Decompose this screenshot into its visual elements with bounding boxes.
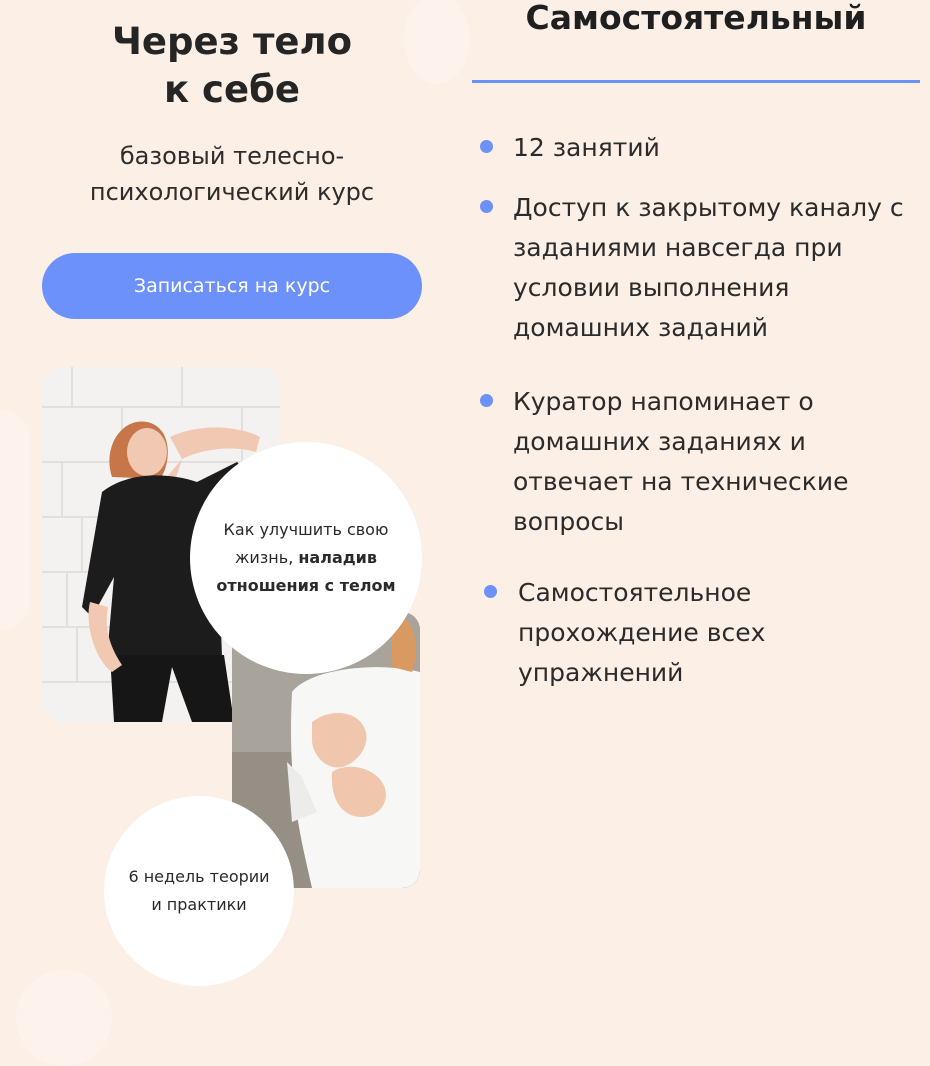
plan-title: Самостоятельный: [525, 0, 867, 37]
improve-life-text: Как улучшить свою: [223, 520, 389, 539]
feature-text: Куратор напоминает о домашних заданиях и отвечает на технические вопросы: [513, 387, 849, 536]
duration-badge: [104, 796, 294, 986]
course-title-line: Через тело: [111, 20, 352, 63]
bullet-icon: [484, 585, 497, 598]
course-title: [40, 18, 424, 114]
course-subtitle-line: базовый телесно-: [119, 142, 345, 170]
feature-text: Доступ к закрытому каналу с заданиями навсегда при условии выполнения домашних заданий: [513, 193, 904, 342]
feature-text: Самостоятельное прохождение всех упражнений: [518, 578, 766, 687]
duration-text: и практики: [151, 895, 247, 914]
course-title-line: к себе: [164, 68, 300, 111]
bullet-icon: [480, 140, 493, 153]
bullet-icon: [480, 200, 493, 213]
improve-life-text: жизнь,: [234, 548, 294, 567]
decorative-blob: [0, 410, 30, 630]
bullet-icon: [480, 394, 493, 407]
course-subtitle: [40, 138, 424, 210]
duration-text: 6 недель теории: [128, 867, 270, 886]
course-subtitle-line: психологический курс: [89, 178, 375, 206]
improve-life-badge: [190, 442, 422, 674]
feature-text: 12 занятий: [513, 133, 660, 162]
plan-divider: [472, 80, 920, 83]
improve-life-bold: наладив: [298, 548, 377, 567]
improve-life-bold: отношения с телом: [216, 576, 396, 595]
enroll-button[interactable]: Записаться на курс: [42, 253, 422, 319]
decorative-blob: [16, 970, 112, 1066]
